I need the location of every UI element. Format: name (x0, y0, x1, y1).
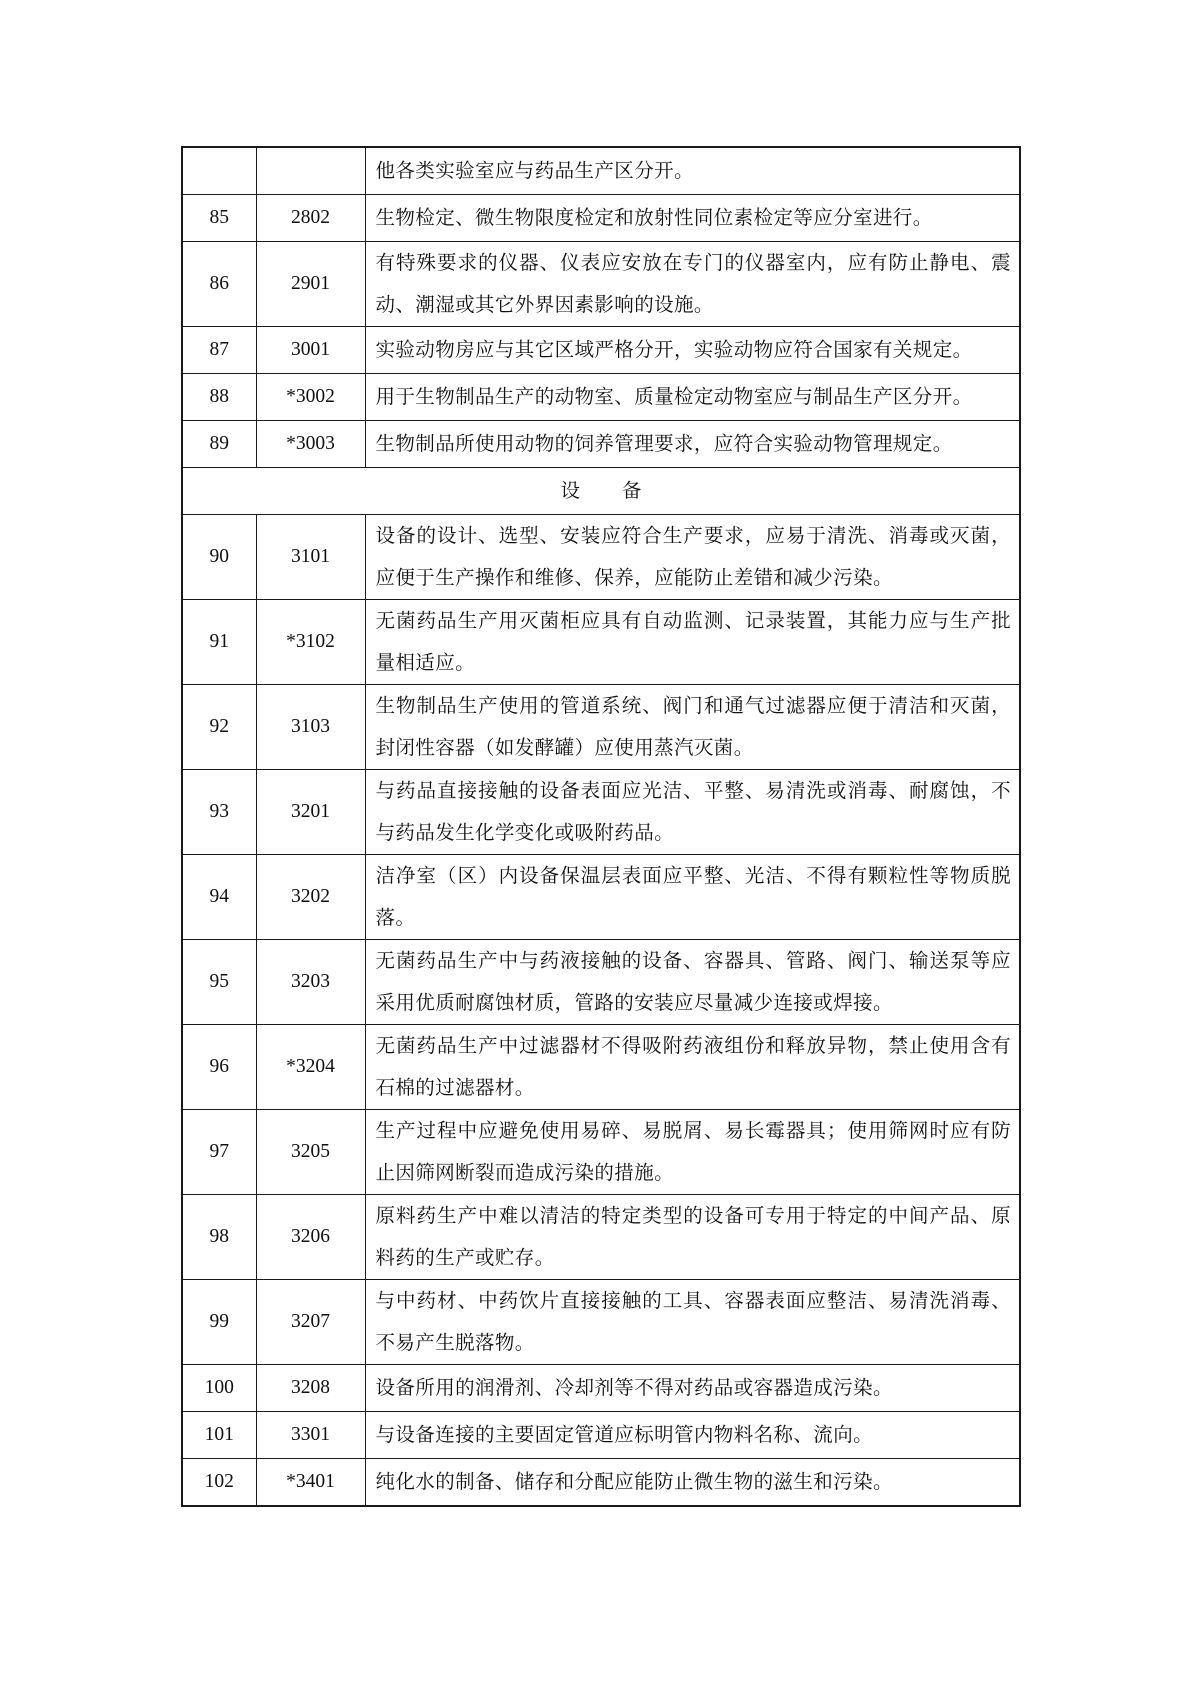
item-text: 与药品直接接触的设备表面应光洁、平整、易清洗或消毒、耐腐蚀，不与药品发生化学变化或吸附药品。 (365, 770, 1020, 855)
item-code: 2901 (256, 242, 365, 327)
table-row (182, 600, 1020, 685)
table-row (182, 374, 1020, 421)
table-row (182, 327, 1020, 374)
table-row (182, 855, 1020, 940)
item-number: 89 (182, 421, 256, 468)
section-header-row (182, 468, 1020, 515)
item-number: 92 (182, 685, 256, 770)
table-row (182, 770, 1020, 855)
item-text: 与中药材、中药饮片直接接触的工具、容器表面应整洁、易清洗消毒、不易产生脱落物。 (365, 1280, 1020, 1365)
item-code: *3401 (256, 1459, 365, 1507)
inspection-items-table (181, 146, 1021, 1507)
item-number: 95 (182, 940, 256, 1025)
table-row (182, 1459, 1020, 1507)
item-code: 3101 (256, 515, 365, 600)
item-code: 3202 (256, 855, 365, 940)
item-code: *3204 (256, 1025, 365, 1110)
item-number: 85 (182, 195, 256, 242)
item-code: 3207 (256, 1280, 365, 1365)
item-number: 96 (182, 1025, 256, 1110)
item-code: 3001 (256, 327, 365, 374)
item-number: 100 (182, 1365, 256, 1412)
item-text: 原料药生产中难以清洁的特定类型的设备可专用于特定的中间产品、原料药的生产或贮存。 (365, 1195, 1020, 1280)
item-code: 3301 (256, 1412, 365, 1459)
item-text: 与设备连接的主要固定管道应标明管内物料名称、流向。 (365, 1412, 1020, 1459)
item-number: 97 (182, 1110, 256, 1195)
item-text: 生物检定、微生物限度检定和放射性同位素检定等应分室进行。 (365, 195, 1020, 242)
table-row (182, 421, 1020, 468)
item-number: 90 (182, 515, 256, 600)
item-number: 88 (182, 374, 256, 421)
item-code: 3206 (256, 1195, 365, 1280)
item-code: 3201 (256, 770, 365, 855)
item-text: 用于生物制品生产的动物室、质量检定动物室应与制品生产区分开。 (365, 374, 1020, 421)
item-number: 99 (182, 1280, 256, 1365)
item-number: 86 (182, 242, 256, 327)
item-number: 102 (182, 1459, 256, 1507)
section-title: 设备 (182, 468, 1020, 515)
table-row (182, 147, 1020, 195)
item-number (182, 147, 256, 195)
item-code: 3103 (256, 685, 365, 770)
table-row (182, 515, 1020, 600)
item-code (256, 147, 365, 195)
item-code: *3002 (256, 374, 365, 421)
table-row (182, 1195, 1020, 1280)
item-code: *3102 (256, 600, 365, 685)
item-number: 91 (182, 600, 256, 685)
item-code: 3203 (256, 940, 365, 1025)
table-row (182, 1412, 1020, 1459)
item-text: 设备所用的润滑剂、冷却剂等不得对药品或容器造成污染。 (365, 1365, 1020, 1412)
item-number: 94 (182, 855, 256, 940)
item-text: 生产过程中应避免使用易碎、易脱屑、易长霉器具；使用筛网时应有防止因筛网断裂而造成污染的措施。 (365, 1110, 1020, 1195)
table-row (182, 1110, 1020, 1195)
table-row (182, 940, 1020, 1025)
table-row (182, 242, 1020, 327)
item-text: 生物制品所使用动物的饲养管理要求，应符合实验动物管理规定。 (365, 421, 1020, 468)
item-text: 设备的设计、选型、安装应符合生产要求，应易于清洗、消毒或灭菌，应便于生产操作和维修、保养，应能防止差错和减少污染。 (365, 515, 1020, 600)
item-number: 93 (182, 770, 256, 855)
item-text: 洁净室（区）内设备保温层表面应平整、光洁、不得有颗粒性等物质脱落。 (365, 855, 1020, 940)
table-row (182, 1365, 1020, 1412)
table-row (182, 195, 1020, 242)
table-row (182, 685, 1020, 770)
item-code: *3003 (256, 421, 365, 468)
table-row (182, 1025, 1020, 1110)
item-number: 87 (182, 327, 256, 374)
item-text: 有特殊要求的仪器、仪表应安放在专门的仪器室内，应有防止静电、震动、潮湿或其它外界因素影响的设施。 (365, 242, 1020, 327)
item-text: 生物制品生产使用的管道系统、阀门和通气过滤器应便于清洁和灭菌，封闭性容器（如发酵罐）应使用蒸汽灭菌。 (365, 685, 1020, 770)
item-text: 无菌药品生产中过滤器材不得吸附药液组份和释放异物，禁止使用含有石棉的过滤器材。 (365, 1025, 1020, 1110)
table-row (182, 1280, 1020, 1365)
item-number: 101 (182, 1412, 256, 1459)
item-code: 3205 (256, 1110, 365, 1195)
item-text: 实验动物房应与其它区域严格分开，实验动物应符合国家有关规定。 (365, 327, 1020, 374)
item-text: 无菌药品生产用灭菌柜应具有自动监测、记录装置，其能力应与生产批量相适应。 (365, 600, 1020, 685)
item-code: 3208 (256, 1365, 365, 1412)
item-text: 无菌药品生产中与药液接触的设备、容器具、管路、阀门、输送泵等应采用优质耐腐蚀材质，管路的安装应尽量减少连接或焊接。 (365, 940, 1020, 1025)
item-number: 98 (182, 1195, 256, 1280)
item-text: 他各类实验室应与药品生产区分开。 (365, 147, 1020, 195)
item-text: 纯化水的制备、储存和分配应能防止微生物的滋生和污染。 (365, 1459, 1020, 1507)
item-code: 2802 (256, 195, 365, 242)
